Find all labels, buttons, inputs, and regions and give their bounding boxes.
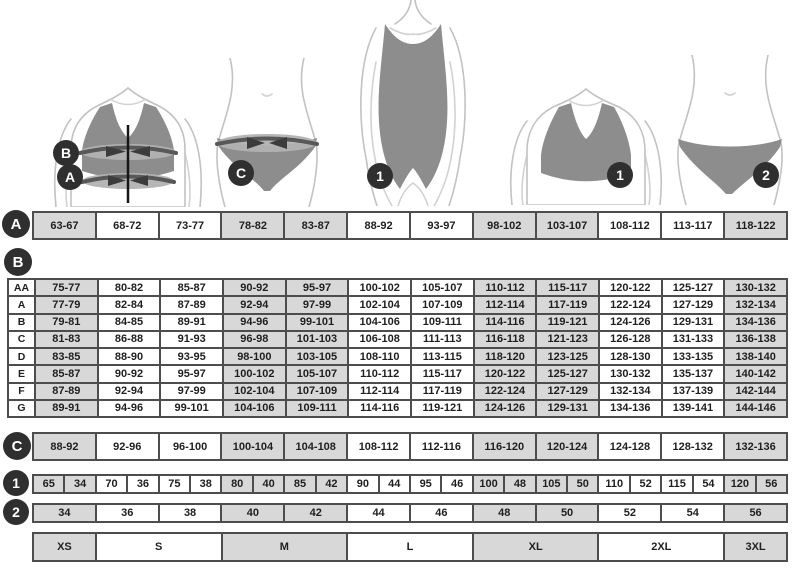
cell: M xyxy=(223,534,347,560)
cell: 46 xyxy=(411,505,472,521)
cell: L xyxy=(348,534,472,560)
cell: E xyxy=(9,366,34,381)
cell: 84-85 xyxy=(99,315,160,330)
cell: 120 xyxy=(725,476,754,492)
underbust-measure-badge: A xyxy=(57,164,83,190)
cell: 97-99 xyxy=(161,384,222,399)
cell: 90-92 xyxy=(224,280,285,295)
cell: XL xyxy=(474,534,598,560)
cell: 98-102 xyxy=(474,213,535,238)
cell: 122-124 xyxy=(600,297,661,312)
cell: 137-139 xyxy=(663,384,724,399)
cell: 95-97 xyxy=(161,366,222,381)
cell: 104-108 xyxy=(285,434,346,459)
hips-measurement-figure xyxy=(203,58,331,207)
cell: 130-132 xyxy=(725,280,786,295)
cell: 129-131 xyxy=(663,315,724,330)
cell: G xyxy=(9,401,34,416)
cell: 54 xyxy=(662,505,723,521)
hips-range-table xyxy=(32,432,788,461)
bodysuit-figure xyxy=(332,0,494,206)
cell: 110-112 xyxy=(475,280,536,295)
cell: 92-94 xyxy=(224,297,285,312)
cell: 110-112 xyxy=(349,366,410,381)
cell: 94-96 xyxy=(99,401,160,416)
cell: 94-96 xyxy=(224,315,285,330)
international-size-table xyxy=(32,532,788,562)
cell: 111-113 xyxy=(412,332,473,347)
cell: 102-104 xyxy=(349,297,410,312)
cell: 107-109 xyxy=(412,297,473,312)
cell: 85-87 xyxy=(36,366,97,381)
cell: 130-132 xyxy=(600,366,661,381)
cell: 96-100 xyxy=(160,434,221,459)
row-1-badge: 1 xyxy=(3,470,29,496)
cell: 132-134 xyxy=(600,384,661,399)
cell: 115-117 xyxy=(412,366,473,381)
cell: 104-106 xyxy=(349,315,410,330)
cell: 117-119 xyxy=(412,384,473,399)
cell: 34 xyxy=(34,505,95,521)
cell: 121-123 xyxy=(537,332,598,347)
cell: 109-111 xyxy=(287,401,348,416)
cell: 108-110 xyxy=(349,349,410,364)
cell: F xyxy=(9,384,34,399)
cell: 63-67 xyxy=(34,213,95,238)
cell: 125-127 xyxy=(537,366,598,381)
cell: 80-82 xyxy=(99,280,160,295)
row-a-badge: A xyxy=(2,210,30,238)
bust-range-table xyxy=(7,278,788,418)
cell: 90 xyxy=(348,476,377,492)
cell: 136-138 xyxy=(725,332,786,347)
bra-product-badge: 1 xyxy=(607,162,633,188)
cell: 109-111 xyxy=(412,315,473,330)
cell: 103-107 xyxy=(537,213,598,238)
cell: 95-97 xyxy=(287,280,348,295)
cell: 127-129 xyxy=(537,384,598,399)
cell: 88-90 xyxy=(99,349,160,364)
cell: 104-106 xyxy=(224,401,285,416)
cell: 132-134 xyxy=(725,297,786,312)
cell: 100 xyxy=(474,476,503,492)
cell: 108-112 xyxy=(599,213,660,238)
cell: 132-136 xyxy=(725,434,786,459)
cell: 99-101 xyxy=(161,401,222,416)
cell: 65 xyxy=(34,476,63,492)
cell: 113-115 xyxy=(412,349,473,364)
cell: 70 xyxy=(97,476,126,492)
cell: 93-97 xyxy=(411,213,472,238)
cell: D xyxy=(9,349,34,364)
cell: 83-85 xyxy=(36,349,97,364)
bust-measure-badge: B xyxy=(53,140,79,166)
cell: 68-72 xyxy=(97,213,158,238)
cell: 120-122 xyxy=(475,366,536,381)
cell: 90-92 xyxy=(99,366,160,381)
cell: 44 xyxy=(348,505,409,521)
cell: 133-135 xyxy=(663,349,724,364)
cell: 102-104 xyxy=(224,384,285,399)
cell: 89-91 xyxy=(36,401,97,416)
cell: 100-104 xyxy=(222,434,283,459)
cell: 124-126 xyxy=(600,315,661,330)
cell: 114-116 xyxy=(475,315,536,330)
cell: 50 xyxy=(568,476,597,492)
cell: XS xyxy=(34,534,95,560)
cell: 138-140 xyxy=(725,349,786,364)
cell: 129-131 xyxy=(537,401,598,416)
cell: 113-117 xyxy=(662,213,723,238)
cell: 56 xyxy=(725,505,786,521)
cell: 134-136 xyxy=(725,315,786,330)
cell: 116-120 xyxy=(474,434,535,459)
cell: 75 xyxy=(160,476,189,492)
cell: 40 xyxy=(254,476,283,492)
cell: 108-112 xyxy=(348,434,409,459)
cell: 134-136 xyxy=(600,401,661,416)
cell: 117-119 xyxy=(537,297,598,312)
cell: 48 xyxy=(505,476,534,492)
cell: 140-142 xyxy=(725,366,786,381)
cell: 120-124 xyxy=(537,434,598,459)
cell: 110 xyxy=(599,476,628,492)
cell: 91-93 xyxy=(161,332,222,347)
bodysuit-illustration xyxy=(332,0,494,206)
cell: 93-95 xyxy=(161,349,222,364)
cell: 40 xyxy=(222,505,283,521)
cell: 87-89 xyxy=(161,297,222,312)
cell: 88-92 xyxy=(348,213,409,238)
cell: 77-79 xyxy=(36,297,97,312)
cell: 75-77 xyxy=(36,280,97,295)
bra-illustration xyxy=(497,55,663,205)
cell: 86-88 xyxy=(99,332,160,347)
cell: 81-83 xyxy=(36,332,97,347)
cell: 42 xyxy=(317,476,346,492)
cell: 105-107 xyxy=(287,366,348,381)
cell: 135-137 xyxy=(663,366,724,381)
cell: 144-146 xyxy=(725,401,786,416)
cell: 38 xyxy=(191,476,220,492)
cell: 95 xyxy=(411,476,440,492)
cell: 89-91 xyxy=(161,315,222,330)
panty-product-badge: 2 xyxy=(753,162,779,188)
cell: 99-101 xyxy=(287,315,348,330)
row-c-badge: C xyxy=(3,432,31,460)
cell: 85-87 xyxy=(161,280,222,295)
cell: 105-107 xyxy=(412,280,473,295)
cell: 36 xyxy=(128,476,157,492)
panty-size-table xyxy=(32,503,788,523)
cell: 92-96 xyxy=(97,434,158,459)
cell: 124-128 xyxy=(599,434,660,459)
cell: C xyxy=(9,332,34,347)
cell: 123-125 xyxy=(537,349,598,364)
row-2-badge: 2 xyxy=(3,499,29,525)
cell: A xyxy=(9,297,34,312)
cell: 142-144 xyxy=(725,384,786,399)
cell: 128-130 xyxy=(600,349,661,364)
cell: 114-116 xyxy=(349,401,410,416)
cell: 128-132 xyxy=(662,434,723,459)
cell: 100-102 xyxy=(349,280,410,295)
cell: 44 xyxy=(380,476,409,492)
hips-measure-badge: C xyxy=(228,160,254,186)
cell: 36 xyxy=(97,505,158,521)
cell: 118-120 xyxy=(475,349,536,364)
cell: 115-117 xyxy=(537,280,598,295)
underbust-range-table xyxy=(32,211,788,240)
cell: 50 xyxy=(537,505,598,521)
panty-figure xyxy=(662,55,798,205)
cell: 115 xyxy=(662,476,691,492)
cell: 88-92 xyxy=(34,434,95,459)
cell: 112-114 xyxy=(349,384,410,399)
cell: 124-126 xyxy=(475,401,536,416)
cell: 46 xyxy=(442,476,471,492)
cell: 131-133 xyxy=(663,332,724,347)
cell: 38 xyxy=(160,505,221,521)
cell: 97-99 xyxy=(287,297,348,312)
cell: 112-114 xyxy=(475,297,536,312)
cell: 56 xyxy=(757,476,786,492)
cell: 3XL xyxy=(725,534,786,560)
cell: 126-128 xyxy=(600,332,661,347)
cell: 52 xyxy=(599,505,660,521)
panty-illustration xyxy=(662,55,798,205)
cell: 92-94 xyxy=(99,384,160,399)
cell: 80 xyxy=(222,476,251,492)
cell: 87-89 xyxy=(36,384,97,399)
cell: 105 xyxy=(537,476,566,492)
cell: 127-129 xyxy=(663,297,724,312)
cell: 101-103 xyxy=(287,332,348,347)
cell: 98-100 xyxy=(224,349,285,364)
cell: 52 xyxy=(631,476,660,492)
cell: 85 xyxy=(285,476,314,492)
cell: 120-122 xyxy=(600,280,661,295)
cell: 73-77 xyxy=(160,213,221,238)
cell: 42 xyxy=(285,505,346,521)
cell: AA xyxy=(9,280,34,295)
cell: 78-82 xyxy=(222,213,283,238)
cell: 112-116 xyxy=(411,434,472,459)
cell: 118-122 xyxy=(725,213,786,238)
bra-figure xyxy=(497,55,663,205)
cell: 83-87 xyxy=(285,213,346,238)
cell: S xyxy=(97,534,221,560)
cell: 106-108 xyxy=(349,332,410,347)
cell: 119-121 xyxy=(537,315,598,330)
cell: 48 xyxy=(474,505,535,521)
cell: 79-81 xyxy=(36,315,97,330)
cell: B xyxy=(9,315,34,330)
cell: 82-84 xyxy=(99,297,160,312)
cell: 122-124 xyxy=(475,384,536,399)
section-b-badge: B xyxy=(4,248,32,276)
cell: 96-98 xyxy=(224,332,285,347)
cell: 103-105 xyxy=(287,349,348,364)
cell: 116-118 xyxy=(475,332,536,347)
hips-measurement-illustration xyxy=(203,58,331,207)
cell: 34 xyxy=(65,476,94,492)
cell: 54 xyxy=(694,476,723,492)
cell: 125-127 xyxy=(663,280,724,295)
cell: 107-109 xyxy=(287,384,348,399)
cell: 100-102 xyxy=(224,366,285,381)
cell: 139-141 xyxy=(663,401,724,416)
cell: 119-121 xyxy=(412,401,473,416)
bra-size-table xyxy=(32,474,788,494)
bodysuit-product-badge: 1 xyxy=(367,163,393,189)
cell: 2XL xyxy=(599,534,723,560)
